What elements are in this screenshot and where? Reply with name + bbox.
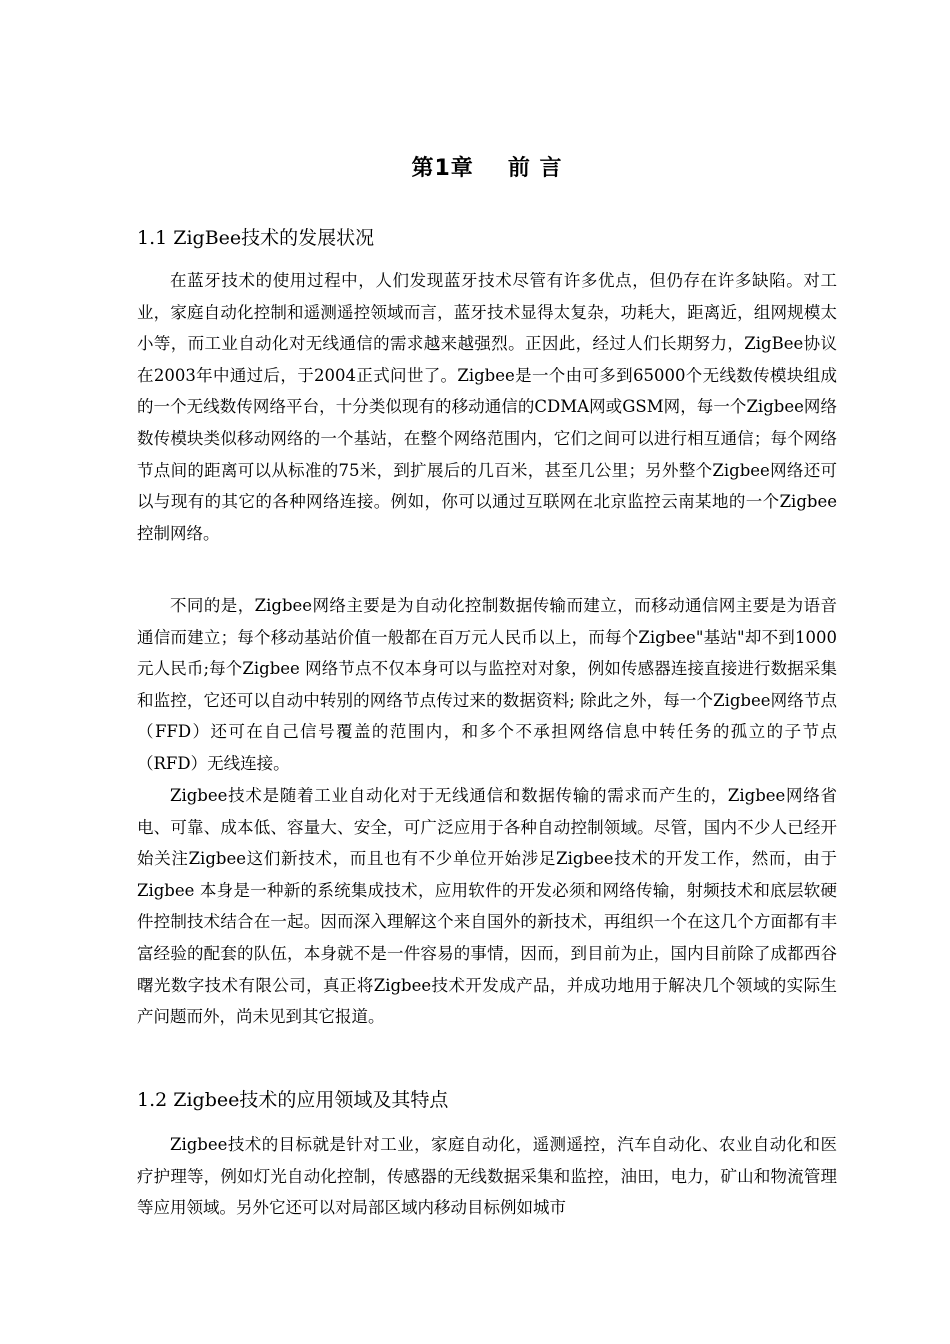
- chapter-number: 第1章: [411, 156, 474, 181]
- paragraph-1-1-b: 不同的是，Zigbee网络主要是为自动化控制数据传输而建立，而移动通信网主要是为语音通信而建立；每个移动基站价值一般都在百万元人民币以上，而每个Zigbee"基站"却不到1000元人民币;每个Zigbee 网络节点不仅本身可以与监控对对象，例如传感器连接直接进行数据采集和监控，它还可以自动中转别的网络节点传过来的数据资料; 除此之外，每一个Zigbee网络节点（FFD）还可在自己信号覆盖的范围内，和多个不承担网络信息中转任务的孤立的子节点（RFD）无线连接。: [137, 596, 837, 773]
- paragraph-1-2-a: Zigbee技术的目标就是针对工业，家庭自动化，遥测遥控，汽车自动化、农业自动化和医疗护理等，例如灯光自动化控制，传感器的无线数据采集和监控，油田，电力，矿山和物流管理等应用领域。另外它还可以对局部区域内移动目标例如城市: [137, 1135, 837, 1218]
- section-heading-1-1: 1.1 ZigBee技术的发展状况: [137, 227, 375, 249]
- paragraph-1-1-c: Zigbee技术是随着工业自动化对于无线通信和数据传输的需求而产生的，Zigbee网络省电、可靠、成本低、容量大、安全，可广泛应用于各种自动控制领域。尽管，国内不少人已经开始关注Zigbee这们新技术，而且也有不少单位开始涉足Zigbee技术的开发工作，然而，由于Zigbee 本身是一种新的系统集成技术，应用软件的开发必须和网络传输，射频技术和底层软硬件控制技术结合在一起。因而深入理解这个来自国外的新技术，再组织一个在这几个方面都有丰富经验的配套的队伍，本身就不是一件容易的事情，因而，到目前为止，国内目前除了成都西谷曙光数字技术有限公司，真正将Zigbee技术开发成产品，并成功地用于解决几个领域的实际生产问题而外，尚未见到其它报道。: [137, 786, 837, 1027]
- chapter-title: [137, 152, 837, 186]
- chapter-name: 前 言: [507, 156, 563, 181]
- paragraph-1-1-a: 在蓝牙技术的使用过程中，人们发现蓝牙技术尽管有许多优点，但仍存在许多缺陷。对工业，家庭自动化控制和遥测遥控领域而言，蓝牙技术显得太复杂，功耗大，距离近，组网规模太小等，而工业自动化对无线通信的需求越来越强烈。正因此，经过人们长期努力，ZigBee协议在2003年中通过后，于2004正式问世了。Zigbee是一个由可多到65000个无线数传模块组成的一个无线数传网络平台，十分类似现有的移动通信的CDMA网或GSM网，每一个Zigbee网络数传模块类似移动网络的一个基站，在整个网络范围内，它们之间可以进行相互通信；每个网络节点间的距离可以从标准的75米，到扩展后的几百米，甚至几公里；另外整个Zigbee网络还可以与现有的其它的各种网络连接。例如，你可以通过互联网在北京监控云南某地的一个Zigbee控制网络。: [137, 271, 837, 543]
- section-heading-1-2: 1.2 Zigbee技术的应用领域及其特点: [137, 1089, 449, 1111]
